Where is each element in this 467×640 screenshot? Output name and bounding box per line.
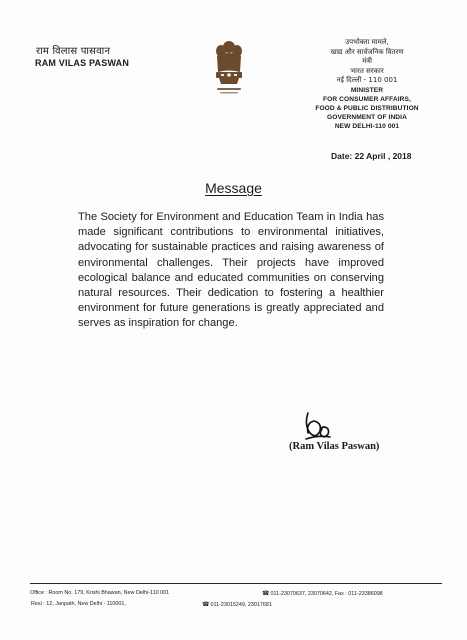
designation-hindi-line: नई दिल्ली - 110 001 bbox=[336, 76, 398, 84]
designation-english-line: NEW DELHI-110 001 bbox=[334, 122, 400, 130]
sender-name: RAM VILAS PASWAN bbox=[35, 58, 130, 68]
letter-date: Date: 22 April , 2018 bbox=[331, 151, 412, 161]
designation-hindi-line: उपभोक्ता मामले, bbox=[345, 38, 389, 46]
national-emblem-icon bbox=[212, 38, 246, 102]
designation-english-line: FOR CONSUMER AFFAIRS, bbox=[323, 95, 411, 103]
signatory-name: (Ram Vilas Paswan) bbox=[289, 441, 380, 452]
message-title-text: Message bbox=[205, 180, 262, 196]
office-address: Office : Room No. 179, Krishi Bhawan, New Delhi-110 001 bbox=[30, 590, 170, 596]
designation-hindi-line: मंत्री bbox=[362, 57, 372, 65]
designation-english-line: GOVERNMENT OF INDIA bbox=[327, 113, 407, 121]
residence-phone-numbers: 011-23015249, 23017681 bbox=[210, 602, 272, 608]
phone-icon: ☎ bbox=[202, 602, 210, 608]
office-phone bbox=[262, 590, 383, 597]
designation-english-line: MINISTER bbox=[350, 86, 384, 94]
footer-divider bbox=[30, 583, 442, 584]
message-title bbox=[0, 180, 467, 196]
residence-phone bbox=[202, 601, 272, 608]
designation-hindi-line: खाद्य और सार्वजनिक वितरण bbox=[330, 47, 404, 56]
designation-english-line: FOOD & PUBLIC DISTRIBUTION bbox=[315, 104, 419, 112]
minister-designation-block bbox=[300, 38, 434, 131]
phone-icon: ☎ bbox=[262, 591, 270, 597]
residence-address: Resi : 12, Janpath, New Delhi - 110001, bbox=[31, 601, 126, 607]
designation-hindi-line: भारत सरकार bbox=[350, 66, 384, 75]
sender-name-hindi: राम विलास पासवान bbox=[36, 46, 111, 57]
message-body: The Society for Environment and Education Team in India has made significant contributions to environmental initiatives, advocating for sustainable practices and raising awareness of environmental challenges. Their projects have improved ecological balance and educated communities on conserving natural resources. Their dedication to fostering a healthier environment for future generations is greatly appreciated and serves as inspiration for change. bbox=[78, 211, 384, 330]
office-phone-numbers: 011-23070637, 23070642, Fax : 011-23386098 bbox=[270, 591, 383, 597]
